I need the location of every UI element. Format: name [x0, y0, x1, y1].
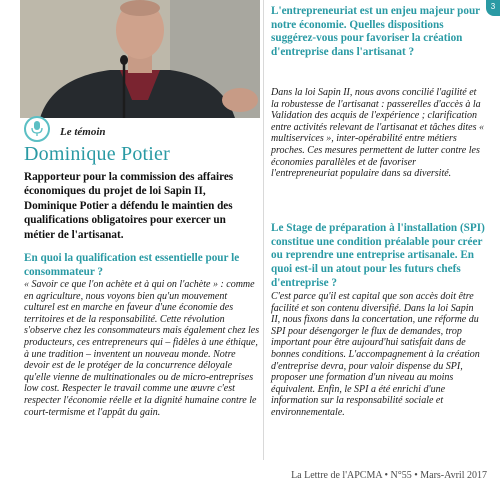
page-footer: La Lettre de l'APCMA • N°55 • Mars-Avril 2017: [291, 470, 487, 481]
microphone-icon: [24, 116, 50, 142]
person-name: Dominique Potier: [24, 143, 170, 165]
intro-paragraph: Rapporteur pour la commission des affaires économiques du projet de loi Sapin II, Dominique Potier a défendu le maintien des qualifications obligatoires pour exercer un métier de l'artisanat.: [24, 171, 234, 241]
question-3: Le Stage de préparation à l'installation (SPI) constitue une condition préalable pour créer ou reprendre une entreprise artisanale. En quoi est-il un atout pour les futurs chefs d'entreprise ?: [271, 222, 485, 289]
answer-3: C'est parce qu'il est capital que son accès doit être facilité et son contenu diversifié. Dans la loi Sapin II, nous fixons dans la concertation, une réforme du SPI pour désengorger le flux de demandes, trop important pour être aujourd'hui satisfait dans de bonnes conditions. L'accompagnement à la création d'entreprise devra, pour valoir dispense du SPI, proposer une formation d'un niveau au moins équivalent. Enfin, le SPI a été enrichi d'une information sur la responsabilité sociale et environnementale.: [271, 291, 480, 418]
portrait-illustration: [20, 0, 260, 118]
answer-1: « Savoir ce que l'on achète et à qui on l'achète » : comme en agriculture, nous voyons bien qu'un mouvement culturel est en marche en faveur d'une économie des territoires et de la responsabilité. Cette révolution s'observe chez les consommateurs mais également chez les producteurs, ces entrepreneurs qui – fidèles à une éthique, à une tradition – inventent un nouveau monde. Notre devoir est de le protéger de la concurrence déloyale qu'elle vienne de multinationales ou de micro-entreprises low cost. Respecter le travail comme une œuvre c'est respecter l'économie réelle et la dignité humaine contre le court-termisme et l'appât du gain.: [24, 279, 260, 418]
portrait-photo: [20, 0, 260, 118]
witness-header: [20, 118, 260, 144]
question-1: En quoi la qualification est essentielle pour le consommateur ?: [24, 252, 240, 278]
question-2: L'entrepreneuriat est un enjeu majeur pour notre économie. Quelles dispositions suggérez-vous pour favoriser la création d'entreprise dans l'artisanat ?: [271, 5, 480, 59]
answer-2: Dans la loi Sapin II, nous avons concilié l'agilité et la robustesse de l'artisanat : passerelles d'accès à la Validation des acquis de l'expérience ; clarification entre activités relevant de l'artisanat et tâches dites « multiservices », inter-opérabilité entre métiers proches. Ces mesures permettent de lutter contre les économies parallèles et de favoriser l'entrepreneuriat populaire dans sa diversité.: [271, 87, 485, 180]
page-corner-tab: 3: [486, 0, 500, 16]
column-divider: [263, 0, 264, 460]
section-label: Le témoin: [60, 126, 106, 138]
